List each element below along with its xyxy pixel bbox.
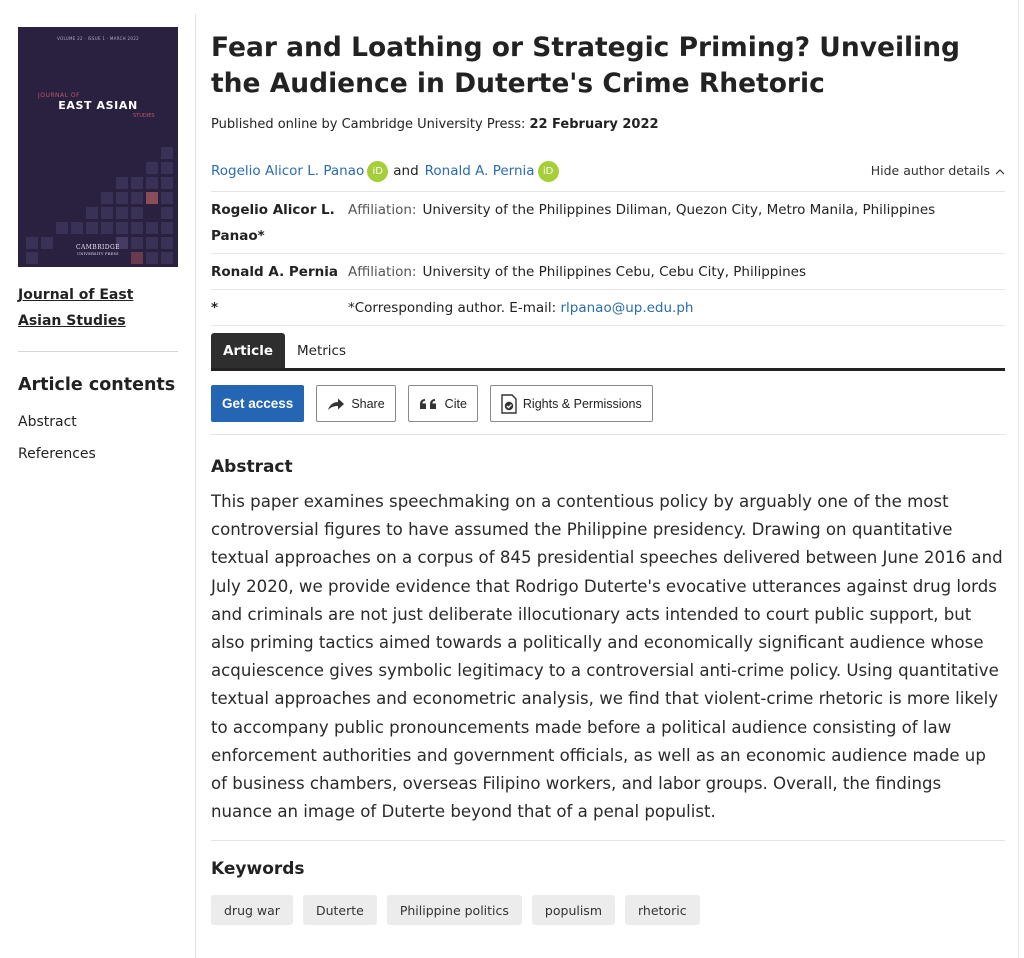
author-detail-name: Rogelio Alicor L. Panao* [211, 202, 335, 244]
share-label: Share [351, 396, 385, 411]
get-access-button[interactable]: Get access [211, 385, 304, 422]
abstract-heading: Abstract [211, 457, 293, 477]
column-divider [195, 14, 196, 958]
author-affiliation [348, 259, 1005, 285]
author-affiliation [348, 197, 1005, 249]
affiliation-label: Affiliation: [348, 264, 417, 280]
quote-icon [419, 398, 439, 410]
orcid-icon[interactable]: iD [367, 161, 388, 182]
article-title: Fear and Loathing or Strategic Priming? Unveiling the Audience in Duterte's Crime Rhetoric [211, 32, 961, 99]
cite-button[interactable] [408, 385, 478, 422]
contents-link-references[interactable]: References [18, 446, 96, 462]
left-sidebar [18, 27, 178, 465]
cover-publisher-logo [76, 245, 120, 257]
contents-link-abstract[interactable]: Abstract [18, 414, 77, 430]
rights-label: Rights & Permissions [522, 396, 642, 411]
keyword-tag[interactable]: Duterte [303, 895, 377, 925]
tab-metrics[interactable]: Metrics [296, 342, 346, 359]
share-button[interactable] [316, 385, 395, 422]
journal-cover-image[interactable] [18, 27, 178, 267]
keywords-heading: Keywords [211, 859, 305, 880]
document-check-icon [501, 394, 517, 414]
share-arrow-icon [327, 397, 345, 411]
affiliation-text: University of the Philippines Cebu, Cebu City, Philippines [422, 264, 807, 280]
author-detail-row [211, 254, 1005, 290]
cover-journal-of: JOURNAL OF [38, 92, 81, 99]
published-date: 22 February 2022 [529, 117, 659, 132]
corresponding-author-row [211, 290, 1005, 326]
keyword-list [211, 895, 1005, 925]
author-link-pernia[interactable]: Ronald A. Pernia [424, 163, 535, 179]
right-edge-divider [1018, 0, 1019, 958]
author-conjunction: and [393, 163, 419, 179]
keywords-divider [211, 840, 1005, 841]
published-label: Published online by Cambridge University Press: [211, 117, 526, 132]
keyword-tag[interactable]: populism [532, 895, 615, 925]
publication-info [211, 117, 1005, 132]
cite-label: Cite [444, 396, 467, 411]
orcid-icon[interactable]: iD [538, 161, 559, 182]
rights-permissions-button[interactable] [490, 385, 653, 422]
article-actions [211, 385, 1005, 435]
abstract-text: This paper examines speechmaking on a contentious policy by arguably one of the most controversial figures to have assumed the Philippine presidency. Drawing on quantitative textual approaches on a corpus of 845 presidential speeches delivered between June 2016 and July 2020, we provide evidence that Rodrigo Duterte's evocative utterances against drug lords and criminals are not just deliberate illocutionary acts intended to court public support, but also priming tactics aimed towards a politically and economically significant audience whose acquiescence gives symbolic legitimacy to a controversial anti-crime policy. Using quantitative textual approaches and econometric analysis, we find that violent-crime rhetoric is more likely to accompany public pronouncements made before a political audience consisting of law enforcement authorities and government officials, as well as an economic audience made up of business chambers, overseas Filipino workers, and labor groups. Overall, the findings nuance an image of Duterte beyond that of a penal populist. [211, 492, 1003, 822]
corresponding-author [348, 295, 1005, 321]
corresponding-mark: * [211, 300, 219, 316]
article-tabs [211, 333, 1005, 371]
author-list [211, 160, 1005, 182]
cover-journal-name: EAST ASIAN [58, 99, 138, 112]
author-link-panao[interactable]: Rogelio Alicor L. Panao [211, 163, 365, 179]
corresponding-email-link[interactable]: rlpanao@up.edu.ph [560, 300, 694, 316]
affiliation-text: University of the Philippines Diliman, Quezon City, Metro Manila, Philippines [422, 202, 936, 218]
sidebar-divider [18, 351, 178, 352]
affiliation-label: Affiliation: [348, 202, 417, 218]
corresponding-text: *Corresponding author. E-mail: [348, 300, 557, 316]
keyword-tag[interactable]: rhetoric [625, 895, 700, 925]
hide-author-details-toggle[interactable] [871, 163, 1005, 178]
cover-studies: STUDIES [133, 113, 155, 119]
author-detail-row [211, 192, 1005, 254]
cover-publisher-sub: UNIVERSITY PRESS [77, 252, 119, 256]
hide-author-details-label: Hide author details [870, 163, 990, 178]
article-contents-heading: Article contents [18, 375, 176, 395]
cover-pattern [18, 27, 178, 267]
keyword-tag[interactable]: Philippine politics [387, 895, 522, 925]
author-details [211, 191, 1005, 326]
chevron-up-icon [995, 163, 1005, 178]
author-detail-name: Ronald A. Pernia [211, 264, 338, 280]
journal-link[interactable]: Journal of East Asian Studies [18, 287, 134, 329]
cover-volume-line: VOLUME 22 · ISSUE 1 · MARCH 2022 [57, 36, 139, 41]
tab-article[interactable]: Article [211, 333, 285, 368]
article-main [211, 30, 1005, 925]
keyword-tag[interactable]: drug war [211, 895, 293, 925]
cover-publisher: CAMBRIDGE [76, 244, 120, 251]
